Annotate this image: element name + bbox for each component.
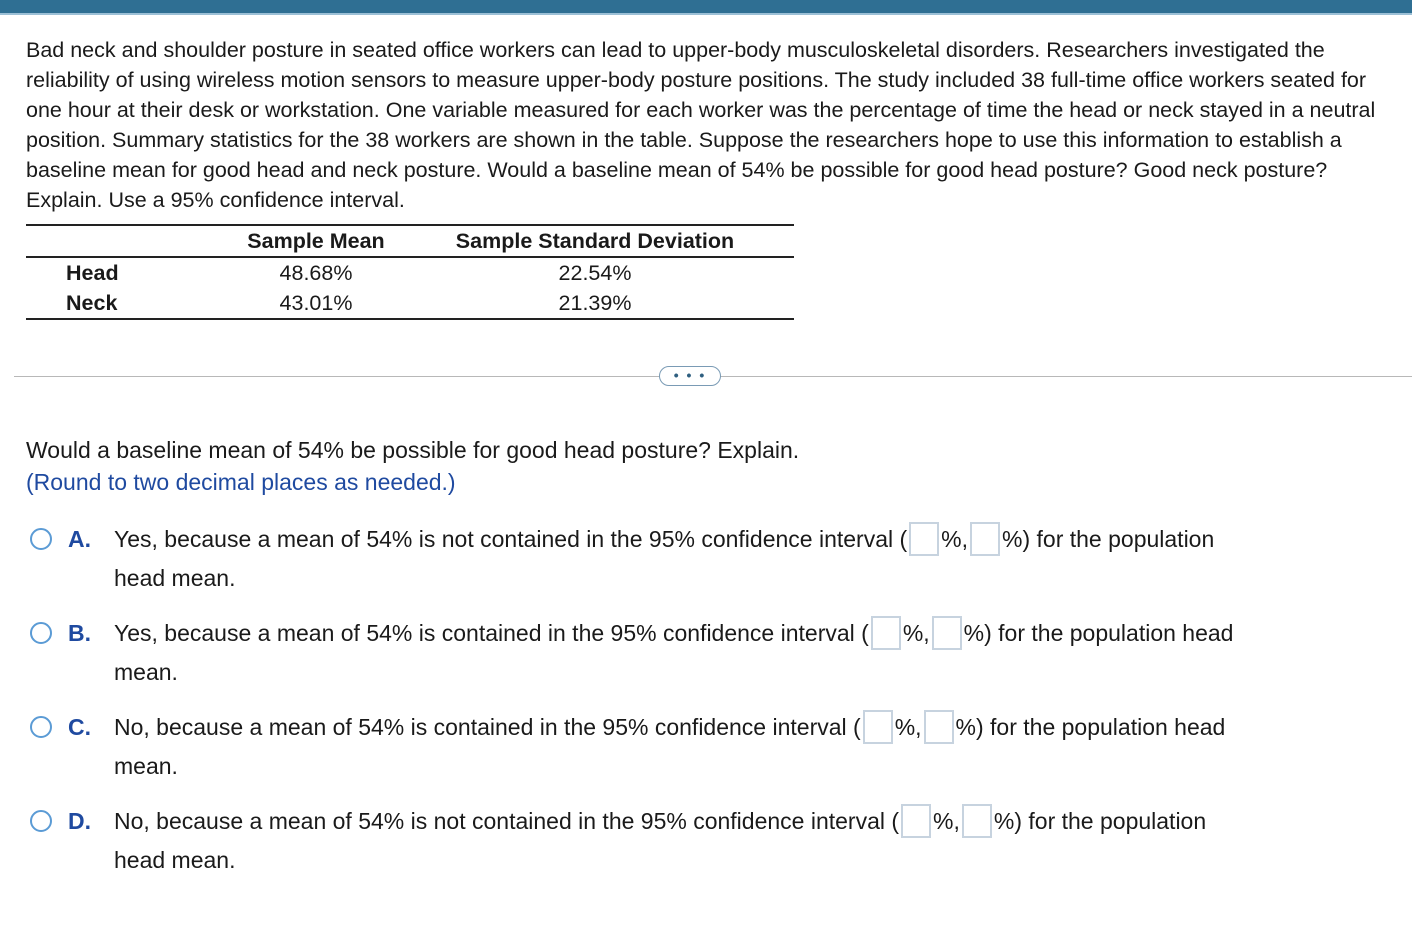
upper-bound-input[interactable] — [932, 616, 962, 650]
expand-more-button[interactable]: • • • — [659, 366, 721, 386]
lower-bound-input[interactable] — [909, 522, 939, 556]
option-text-before: No, because a mean of 54% is not contained in the 95% confidence interval ( — [114, 808, 900, 834]
lower-bound-input[interactable] — [871, 616, 901, 650]
row-mean: 48.68% — [279, 260, 353, 285]
option-text-mid: %, — [933, 808, 960, 834]
upper-bound-input[interactable] — [970, 522, 1000, 556]
table-header-blank — [26, 225, 236, 257]
option-text — [114, 520, 1404, 598]
table-row — [26, 288, 794, 319]
radio-button[interactable] — [30, 622, 52, 644]
option-text — [114, 708, 1404, 786]
option-text-mid: %, — [941, 526, 969, 552]
option-text-before: Yes, because a mean of 54% is contained in the 95% confidence interval ( — [114, 620, 869, 646]
row-sd: 22.54% — [558, 260, 632, 285]
problem-statement: Bad neck and shoulder posture in seated office workers can lead to upper-body musculoskeletal disorders. Researchers investigated the reliability of using wireless motion sensors to measure upper-body posture positions. The study included 38 full-time office workers seated for one hour at their desk or workstation. One variable measured for each worker was the percentage of time the head or neck stayed in a neutral position. Summary statistics for the 38 workers are shown in the table. Suppose the researchers hope to use this information to establish a baseline mean for good head and neck posture. Would a baseline mean of 54% be possible for good head posture? Good neck posture? Explain. Use a 95% confidence interval. — [26, 38, 1376, 212]
row-mean: 43.01% — [279, 290, 353, 315]
option-text-line2: head mean. — [114, 847, 236, 873]
lower-bound-input[interactable] — [901, 804, 931, 838]
option-letter: B. — [68, 620, 91, 646]
option-text — [114, 802, 1404, 880]
rounding-hint: (Round to two decimal places as needed.) — [26, 469, 456, 495]
option-text-mid: %, — [902, 620, 930, 646]
option-text-before: No, because a mean of 54% is contained in the 95% confidence interval ( — [114, 714, 861, 740]
lower-bound-input[interactable] — [863, 710, 893, 744]
upper-bound-input[interactable] — [962, 804, 992, 838]
table-header-mean: Sample Mean — [247, 228, 385, 253]
table-row — [26, 257, 794, 288]
row-label: Head — [66, 260, 119, 285]
option-text-after: %) for the population head — [955, 714, 1226, 740]
option-text-after: %) for the population head — [963, 620, 1234, 646]
option-letter: A. — [68, 526, 91, 552]
option-text-line2: mean. — [114, 659, 178, 685]
row-sd: 21.39% — [558, 290, 632, 315]
summary-statistics-table — [26, 224, 794, 320]
radio-button[interactable] — [30, 528, 52, 550]
table-header-sd: Sample Standard Deviation — [455, 228, 735, 253]
option-text-after: %) for the population — [993, 808, 1207, 834]
top-header-bar — [0, 0, 1412, 13]
option-text — [114, 614, 1404, 692]
question-text: Would a baseline mean of 54% be possible for good head posture? Explain. — [26, 437, 800, 463]
option-letter: C. — [68, 714, 91, 740]
option-letter: D. — [68, 808, 91, 834]
table-header-row — [26, 225, 794, 257]
option-text-mid: %, — [894, 714, 922, 740]
option-text-line2: mean. — [114, 753, 178, 779]
radio-button[interactable] — [30, 810, 52, 832]
upper-bound-input[interactable] — [924, 710, 954, 744]
header-underline — [0, 13, 1412, 15]
radio-button[interactable] — [30, 716, 52, 738]
option-text-after: %) for the population — [1002, 526, 1215, 552]
option-text-line2: head mean. — [114, 565, 236, 591]
option-text-before: Yes, because a mean of 54% is not contained in the 95% confidence interval ( — [114, 526, 908, 552]
row-label: Neck — [66, 290, 118, 315]
